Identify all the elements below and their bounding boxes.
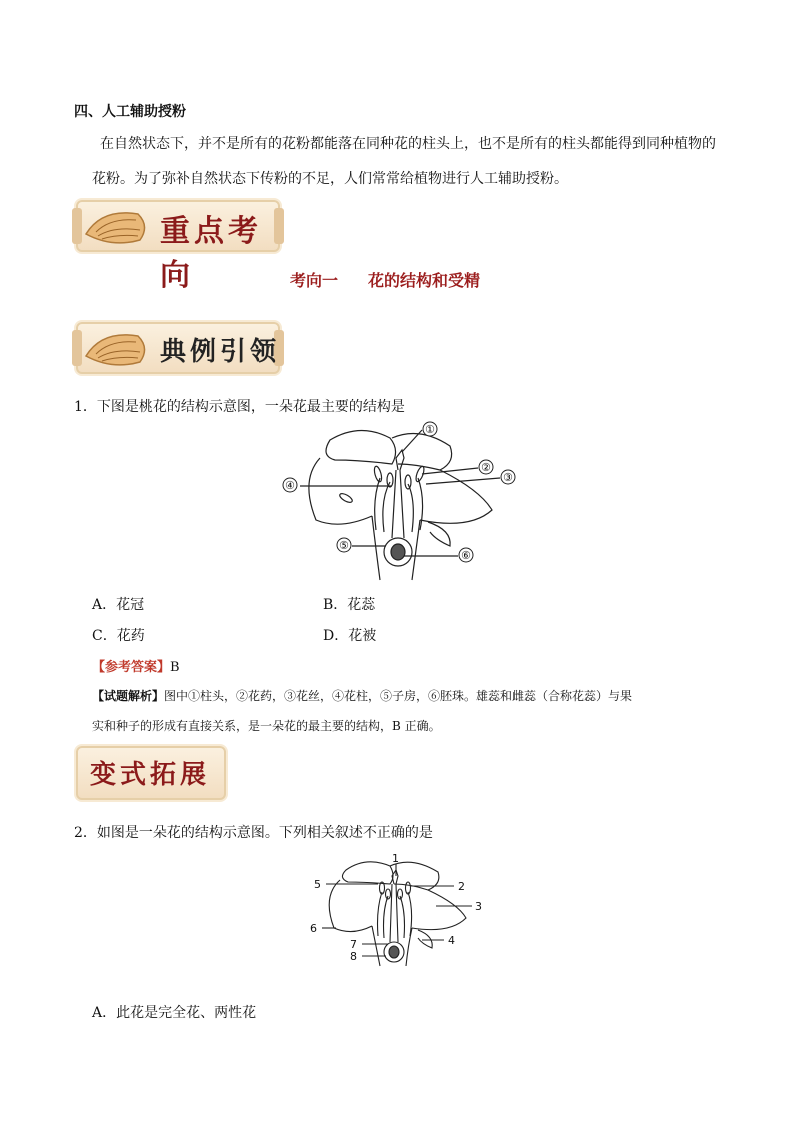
option-a[interactable]: A．花冠 [92, 597, 145, 613]
banner-text: 典例引领 [160, 337, 281, 367]
banner-text: 重点考向 [160, 214, 262, 293]
analysis-line-2: 实和种子的形成有直接关系，是一朵花的最主要的结构，B 正确。 [92, 719, 441, 733]
paragraph-line: 花粉。为了弥补自然状态下传粉的不足，人们常常给植物进行人工辅助授粉。 [92, 171, 568, 187]
focus-title: 花的结构和受精 [368, 271, 481, 290]
answer-value: B [170, 660, 180, 675]
shell-icon [82, 204, 152, 248]
label-6: ⑥ [461, 549, 471, 562]
peach-flower-diagram [280, 420, 520, 582]
label-6: 6 [310, 922, 317, 935]
label-4: ④ [285, 479, 295, 492]
label-7: 7 [350, 938, 357, 951]
label-8: 8 [350, 950, 357, 963]
focus-banner [76, 200, 280, 293]
option-c[interactable]: C．花药 [92, 628, 145, 644]
focus-label: 考向一 [290, 271, 339, 290]
shell-icon [82, 326, 152, 370]
label-1: 1 [392, 852, 399, 865]
label-3: 3 [475, 900, 482, 913]
label-5: 5 [314, 878, 321, 891]
analysis-tag: 【试题解析】 [92, 689, 165, 703]
focus-heading [290, 268, 480, 291]
analysis-line-1: 【试题解析】图中①柱头，②花药，③花丝，④花柱，⑤子房，⑥胚珠。雄蕊和雌蕊（合称花蕊）与果 [92, 689, 633, 703]
section-title: 四、人工辅助授粉 [74, 104, 186, 120]
label-1: ① [425, 423, 435, 436]
option-b[interactable]: B．花蕊 [323, 597, 376, 613]
q2-option-a[interactable]: A．此花是完全花、两性花 [92, 1005, 257, 1021]
answer-tag: 【参考答案】 [92, 660, 171, 675]
label-5: ⑤ [339, 539, 349, 552]
variant-banner [76, 746, 226, 800]
label-4: 4 [448, 934, 455, 947]
option-d[interactable]: D．花被 [323, 628, 377, 644]
question-1-stem: 1．下图是桃花的结构示意图，一朵花最主要的结构是 [74, 399, 405, 415]
label-3: ③ [503, 471, 513, 484]
paragraph-line: 在自然状态下，并不是所有的花粉都能落在同种花的柱头上，也不是所有的柱头都能得到同种植物的 [100, 136, 716, 152]
banner-text: 变式拓展 [90, 760, 211, 790]
flower-structure-diagram [306, 850, 486, 970]
question-2-stem: 2．如图是一朵花的结构示意图。下列相关叙述不正确的是 [74, 825, 433, 841]
label-2: ② [481, 461, 491, 474]
label-2: 2 [458, 880, 465, 893]
example-banner [76, 322, 280, 374]
answer-line [92, 656, 180, 675]
